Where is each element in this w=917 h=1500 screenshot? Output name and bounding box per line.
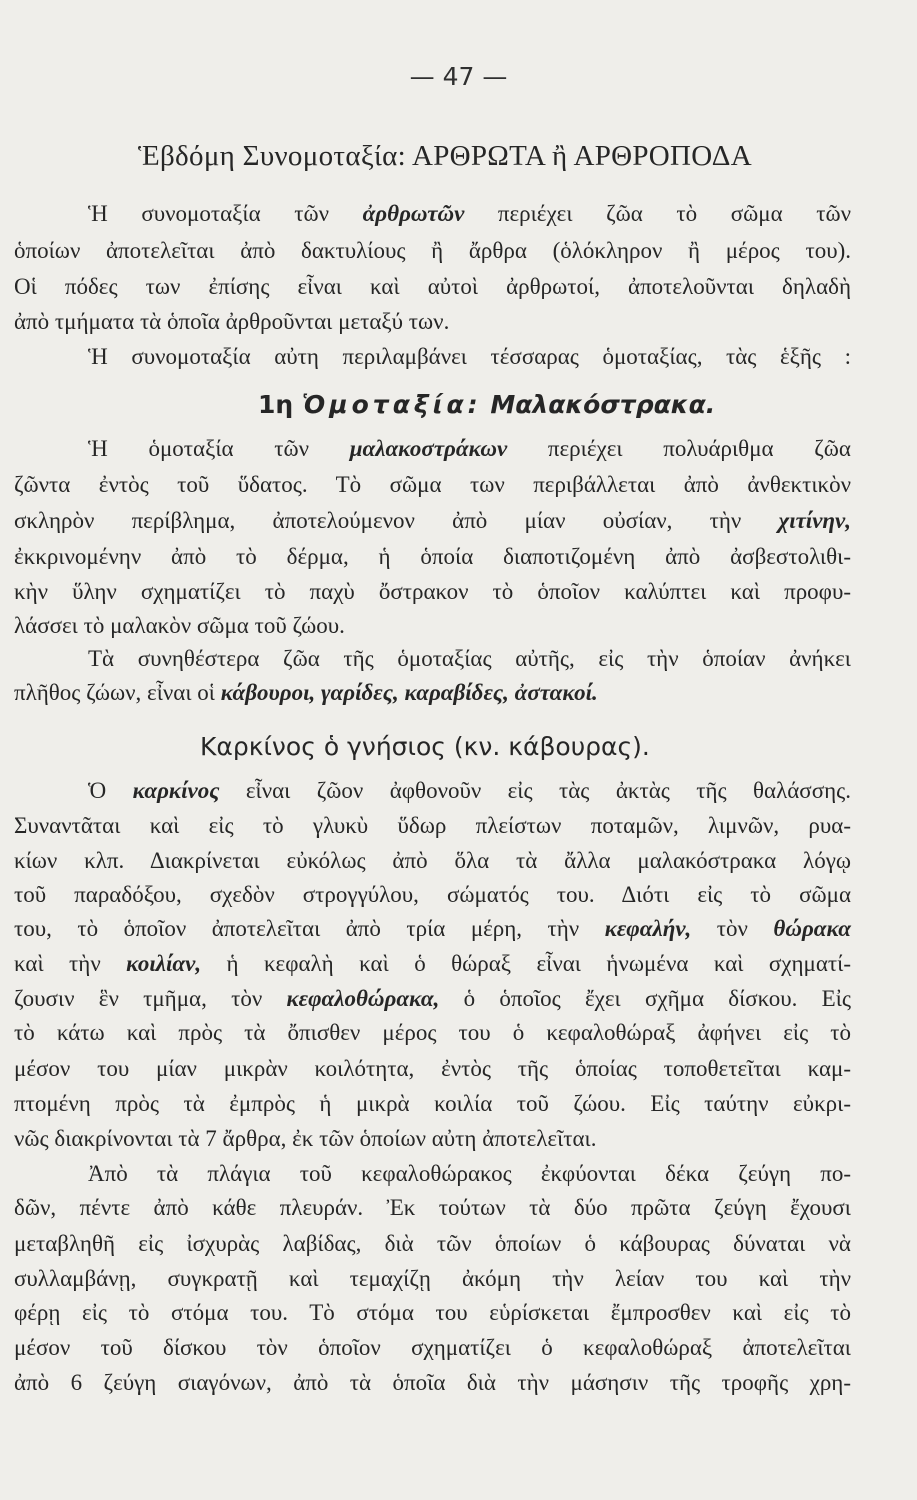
text-line (14, 232, 851, 270)
text-line (14, 910, 851, 948)
text-line (14, 1260, 851, 1298)
text-run: φέρῃ εἰς τὸ στόμα του. Τὸ στόμα του εὑρίσκεται ἔμπροσθεν καὶ εἰς τὸ (14, 1300, 851, 1325)
text-run: εἶναι ζῶον ἀφθονοῦν εἰς τὰς ἀκτὰς τῆς θαλάσσης. (219, 778, 851, 803)
text-line (14, 502, 851, 540)
text-line (14, 842, 851, 880)
text-line (14, 807, 851, 845)
text-run: ἐκκρινομένην ἀπὸ τὸ δέρμα, ἡ ὁποία διαποτιζομένη ἀπὸ ἀσβεστολιθι- (14, 544, 851, 569)
text-line (88, 338, 851, 376)
text-run: συλλαμβάνῃ, συγκρατῇ καὶ τεμαχίζῃ ἀκόμη τὴν λείαν του καὶ τὴν (14, 1266, 851, 1291)
text-run: δῶν, πέντε ἀπὸ κάθε πλευράν. Ἐκ τούτων τὰ δύο πρῶτα ζεύγη ἔχουσι (14, 1195, 851, 1220)
text-line (14, 1329, 851, 1367)
text-run: Οἱ πόδες των ἐπίσης εἶναι καὶ αὐτοὶ ἀρθρωτοί, ἀποτελοῦνται δηλαδὴ (14, 274, 851, 299)
text-line (14, 1014, 851, 1052)
text-line (14, 1085, 851, 1123)
text-run: ζουσιν ἓν τμῆμα, τὸν (14, 986, 287, 1011)
text-line (14, 268, 851, 306)
text-line (14, 674, 851, 712)
emphasis-term: καρκίνος (132, 778, 220, 803)
text-run: Τὰ συνηθέστερα ζῶα τῆς ὁμοταξίας αὐτῆς, εἰς τὴν ὁποίαν ἀνήκει (88, 646, 851, 671)
text-run: τοῦ παραδόξου, σχεδὸν στρογγύλου, σώματός του. Διότι εἰς τὸ σῶμα (14, 882, 851, 907)
emphasis-term: ἀρθρωτῶν (362, 201, 465, 226)
text-line (14, 1225, 851, 1263)
text-line (14, 876, 851, 914)
emphasis-term: κεφαλοθώρακα, (286, 986, 440, 1011)
text-run: νῶς διακρίνονται τὰ 7 ἄρθρα, ἐκ τῶν ὁποίων αὐτη ἀποτελεῖται. (14, 1126, 597, 1151)
text-run: τὸ κάτω καὶ πρὸς τὰ ὄπισθεν μέρος του ὁ κεφαλοθώραξ ἀφήνει εἰς τὸ (14, 1020, 851, 1045)
text-run: κίων κλπ. Διακρίνεται εὐκόλως ἀπὸ ὅλα τὰ ἄλλα μαλακόστρακα λόγῳ (14, 848, 851, 873)
emphasis-term: χιτίνην, (778, 508, 851, 533)
text-line (88, 1155, 851, 1193)
text-run: τὸν (691, 916, 774, 941)
text-run: ὁποίων ἀποτελεῖται ἀπὸ δακτυλίους ἢ ἄρθρα (ὁλόκληρον ἢ μέρος του). (14, 238, 851, 263)
text-line (14, 303, 851, 341)
text-line (14, 1050, 851, 1088)
text-run: σκληρὸν περίβλημα, ἀποτελούμενον ἀπὸ μίαν οὐσίαν, τὴν (14, 508, 779, 533)
text-run: πλῆθος ζώων, εἶναι οἱ (14, 680, 221, 705)
text-run: περιέχει πολυάριθμα ζῶα (507, 436, 851, 461)
text-line (14, 1189, 851, 1227)
section-label: Ὁμοταξία: (301, 390, 482, 419)
subsection-heading: Καρκίνος ὁ γνήσιος (κν. κάβουρας). (200, 732, 650, 761)
text-run: μεταβληθῆ εἰς ἰσχυρὰς λαβίδας, διὰ τῶν ὁποίων ὁ κάβουρας δύναται νὰ (14, 1231, 851, 1256)
text-line (14, 945, 851, 983)
emphasis-term: μαλακοστράκων (349, 436, 508, 461)
text-line (14, 980, 851, 1018)
text-line (14, 538, 851, 576)
text-run: μέσον του μίαν μικρὰν κοιλότητα, ἐντὸς τῆς ὁποίας τοποθετεῖται καμ- (14, 1056, 851, 1081)
section-heading (258, 390, 715, 419)
text-run: πτομένη πρὸς τὰ ἐμπρὸς ἡ μικρὰ κοιλία τοῦ ζώου. Εἰς ταύτην εὐκρι- (14, 1091, 851, 1116)
emphasis-term: θώρακα (773, 916, 851, 941)
section-name: Μαλακόστρακα. (481, 390, 716, 419)
text-line (14, 1120, 851, 1158)
text-run: ζῶντα ἐντὸς τοῦ ὕδατος. Τὸ σῶμα των περιβάλλεται ἀπὸ ἀνθεκτικὸν (14, 472, 851, 497)
text-line (14, 1294, 851, 1332)
text-run: περιέχει ζῶα τὸ σῶμα τῶν (464, 201, 851, 226)
text-line (88, 430, 851, 468)
text-run: Ἡ συνομοταξία τῶν (88, 201, 363, 226)
text-run: Ἡ ὁμοταξία τῶν (88, 436, 350, 461)
chapter-title: Ἑβδόμη Συνομοταξία: ΑΡΘΡΩΤΑ ἢ ΑΡΘΡΟΠΟΔΑ (138, 140, 752, 172)
text-run: λάσσει τὸ μαλακὸν σῶμα τοῦ ζώου. (14, 613, 345, 638)
text-run: του, τὸ ὁποῖον ἀποτελεῖται ἀπὸ τρία μέρη, τὴν (14, 916, 605, 941)
text-line (14, 466, 851, 504)
text-run: Συναντᾶται καὶ εἰς τὸ γλυκὺ ὕδωρ πλείστων ποταμῶν, λιμνῶν, ρυα- (14, 813, 851, 838)
text-line (88, 640, 851, 678)
text-run: κὴν ὕλην σχηματίζει τὸ παχὺ ὄστρακον τὸ ὁποῖον καλύπτει καὶ προφυ- (14, 579, 851, 604)
emphasis-term: κάβουροι, γαρίδες, καραβίδες, ἀστακοί. (220, 680, 598, 705)
emphasis-term: κοιλίαν, (126, 951, 202, 976)
section-number: 1η (258, 390, 302, 419)
text-run: ὁ ὁποῖος ἔχει σχῆμα δίσκου. Εἰς (439, 986, 851, 1011)
text-run: ἀπὸ 6 ζεύγη σιαγόνων, ἀπὸ τὰ ὁποῖα διὰ τὴν μάσησιν τῆς τροφῆς χρη- (14, 1370, 851, 1395)
text-run: μέσον τοῦ δίσκου τὸν ὁποῖον σχηματίζει ὁ κεφαλοθώραξ ἀποτελεῖται (14, 1335, 851, 1360)
text-line (14, 573, 851, 611)
text-run: καὶ τὴν (14, 951, 127, 976)
text-line (88, 772, 851, 810)
text-run: Ἡ συνομοταξία αὐτη περιλαμβάνει τέσσαρας ὁμοταξίας, τὰς ἑξῆς : (88, 344, 851, 369)
text-run: Ὁ (88, 778, 133, 803)
page-number: — 47 — (409, 62, 508, 91)
text-run: ἡ κεφαλὴ καὶ ὁ θώραξ εἶναι ἡνωμένα καὶ σχηματί- (201, 951, 851, 976)
text-run: ἀπὸ τμήματα τὰ ὁποῖα ἀρθροῦνται μεταξύ των. (14, 309, 450, 334)
emphasis-term: κεφαλήν, (604, 916, 692, 941)
text-line (14, 1364, 851, 1402)
text-run: Ἀπὸ τὰ πλάγια τοῦ κεφαλοθώρακος ἐκφύονται δέκα ζεύγη πο- (88, 1161, 851, 1186)
text-line (88, 195, 851, 233)
